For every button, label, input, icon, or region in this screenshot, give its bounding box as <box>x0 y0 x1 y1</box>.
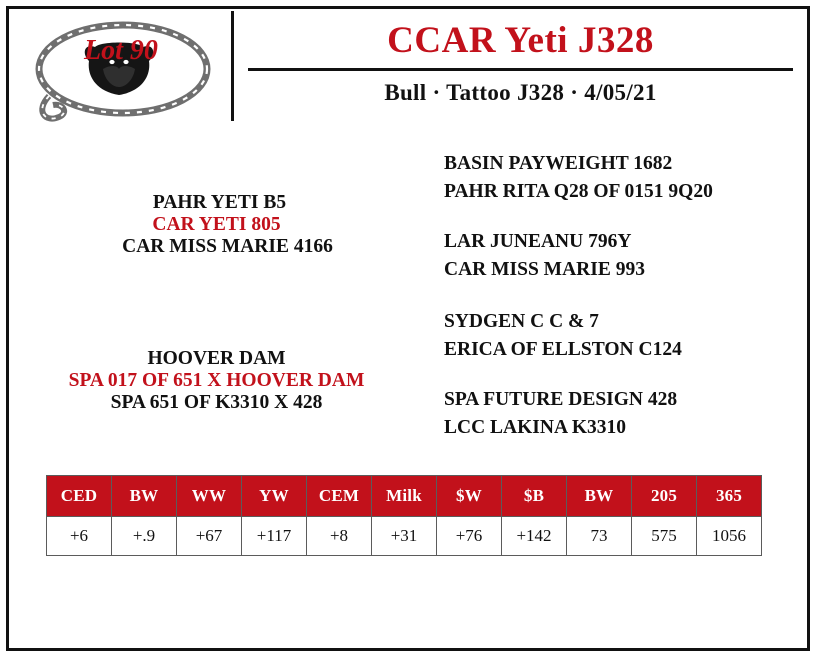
dam-line-3: SPA 651 OF K3310 X 428 <box>110 392 323 413</box>
epd-header-ww: WW <box>177 476 242 517</box>
lot-badge-logo <box>23 17 219 127</box>
epd-header-365: 365 <box>697 476 762 517</box>
grandparent-1-top: BASIN PAYWEIGHT 1682 <box>444 153 673 174</box>
epd-header-ced: CED <box>47 476 112 517</box>
logo-cell <box>9 9 231 127</box>
epd-value-205: 575 <box>632 517 697 556</box>
epd-value-ww: +67 <box>177 517 242 556</box>
sire-line-3: CAR MISS MARIE 4166 <box>122 236 333 257</box>
pedigree-section <box>9 130 807 455</box>
title-cell <box>234 9 807 127</box>
sire-block <box>9 192 424 258</box>
pedigree-grandparents <box>434 130 807 455</box>
pedigree-parents <box>9 130 424 455</box>
grandparent-group-2 <box>444 228 807 283</box>
epd-header-yw: YW <box>242 476 307 517</box>
title-rule <box>248 68 793 71</box>
dam-line-1: HOOVER DAM <box>147 348 286 369</box>
epd-value-cem: +8 <box>307 517 372 556</box>
sire-line-1: PAHR YETI B5 <box>152 192 287 213</box>
epd-header-actual-bw: BW <box>567 476 632 517</box>
epd-table <box>46 475 762 556</box>
grandparent-4-bottom: LCC LAKINA K3310 <box>444 416 627 438</box>
grandparent-group-1 <box>444 150 807 205</box>
epd-value-ced: +6 <box>47 517 112 556</box>
grandparent-3-top: SYDGEN C C & 7 <box>444 311 599 332</box>
lot-number-label: Lot 90 <box>84 35 158 66</box>
grandparent-2-bottom: CAR MISS MARIE 993 <box>444 258 645 280</box>
epd-value-row <box>47 517 762 556</box>
grandparent-1-bottom: PAHR RITA Q28 OF 0151 9Q20 <box>444 180 713 202</box>
sire-line-2: CAR YETI 805 <box>152 214 281 235</box>
grandparent-group-4 <box>444 386 807 441</box>
grandparent-4-top: SPA FUTURE DESIGN 428 <box>444 389 678 410</box>
epd-value-dollar-b: +142 <box>502 517 567 556</box>
epd-table-wrap <box>46 475 762 556</box>
grandparent-group-3 <box>444 308 807 363</box>
epd-header-row <box>47 476 762 517</box>
page-title: CCAR Yeti J328 <box>387 20 654 61</box>
dam-line-2: SPA 017 OF 651 X HOOVER DAM <box>68 370 365 391</box>
epd-value-bw: +.9 <box>112 517 177 556</box>
grandparent-3-bottom: ERICA OF ELLSTON C124 <box>444 338 682 360</box>
grandparent-2-top: LAR JUNEANU 796Y <box>444 231 632 252</box>
page-subtitle: Bull · Tattoo J328 · 4/05/21 <box>384 79 657 105</box>
epd-header-bw: BW <box>112 476 177 517</box>
epd-header-dollar-w: $W <box>437 476 502 517</box>
dam-block <box>9 348 424 414</box>
epd-header-dollar-b: $B <box>502 476 567 517</box>
rope-oval-icon <box>23 17 219 127</box>
epd-value-dollar-w: +76 <box>437 517 502 556</box>
epd-header-205: 205 <box>632 476 697 517</box>
epd-value-365: 1056 <box>697 517 762 556</box>
header <box>9 9 807 127</box>
epd-value-actual-bw: 73 <box>567 517 632 556</box>
epd-header-cem: CEM <box>307 476 372 517</box>
epd-value-milk: +31 <box>372 517 437 556</box>
epd-value-yw: +117 <box>242 517 307 556</box>
epd-header-milk: Milk <box>372 476 437 517</box>
